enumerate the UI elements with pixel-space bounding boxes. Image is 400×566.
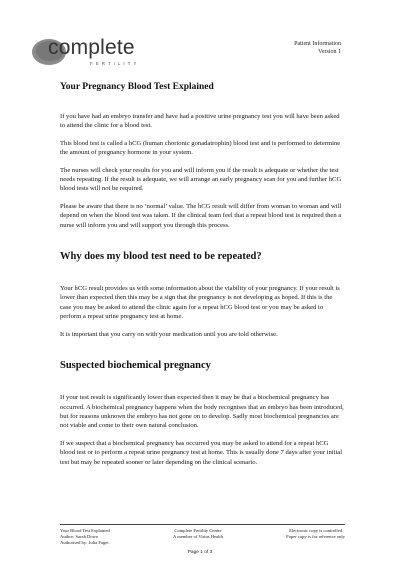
footer-right — [286, 528, 345, 545]
document-body — [60, 82, 345, 475]
footer-center — [173, 528, 223, 545]
page-footer — [60, 524, 345, 545]
footer-left — [60, 528, 110, 545]
biochemical-paragraph: If we suspect that a biochemical pregnancy has occurred you may be asked to attend for a repeat hCG blood test or to perform a repeat urine pregnancy test at home. This is usually done 7 days after your initial test but may be repeated sooner or later depending on the clinical scenario. — [60, 439, 343, 466]
section-heading-biochemical: Suspected biochemical pregnancy — [60, 360, 211, 372]
page-title: Your Pregnancy Blood Test Explained — [60, 82, 214, 92]
intro-paragraph: The nurses will check your results for you and will inform you if the result is adequate or whether the test needs repeating. If the result is adequate, we will arrange an early pregnancy scan for you and further hCG blood tests will not be required. — [60, 166, 342, 193]
complete-fertility-logo — [28, 32, 158, 72]
biochemical-paragraph: If your test result is significantly lower than expected then it may be that a biochemical pregnancy has occurred. A biochemical pregnancy happens when the body recognises that an embryo has been introduced, but for reasons unknown the embryo has not gone on to develop. Sadly most biochemical pregnancies are not viable and come to their own natural conclusion. — [60, 394, 344, 430]
version-label: Version 1 — [318, 49, 341, 55]
footer-organisation: Complete Fertility Centre — [174, 528, 222, 533]
footer-member-of: A member of Virtus Health — [173, 533, 223, 539]
footer-control-note: Electronic copy is controlled — [289, 528, 343, 533]
footer-authoriser: Authorised by: Julia Paget — [60, 539, 109, 545]
footer-reference-note: Paper copy is for reference only — [286, 533, 345, 539]
intro-paragraph: If you have had an embryo transfer and have had a positive urine pregnancy test you will have been asked to attend the clinic for a blood test. — [60, 113, 340, 130]
repeat-paragraph: It is important that you carry on with your medication until you are told otherwise. — [60, 330, 278, 338]
section-heading-repeat: Why does my blood test need to be repeated? — [60, 251, 262, 263]
page-number: Page 1 of 3 — [187, 550, 213, 555]
intro-paragraph: Please be aware that there is no ‘normal’ value. The hCG result will differ from woman to woman and will depend on when the blood test was taken. If the clinical team feel that a repeat blood test is required then a nurse will inform you and will support you through this process. — [60, 202, 342, 229]
logo-tagline: FERTILITY — [90, 61, 140, 66]
header-info — [294, 40, 341, 56]
footer-doc-title: Your Blood Test Explained — [60, 528, 110, 533]
repeat-paragraph: Your hCG result provides us with some information about the viability of your pregnancy. If your result is lower than expected then this may be a sign that the pregnancy is not developing as hoped. If this is the case you may be asked to attend the clinic again for a repeat hCG blood test or you may be asked to perform a repeat urine pregnancy test at home. — [60, 285, 340, 321]
logo-wordmark: complete — [48, 36, 135, 59]
doc-type-label: Patient Information — [294, 41, 341, 47]
intro-paragraph: This blood test is called a hCG (human chorionic gonadatrophin) blood test and is performed to determine the amount of pregnancy hormone in your system. — [60, 139, 341, 157]
footer-author: Author: Sarah Dowe — [60, 533, 99, 539]
